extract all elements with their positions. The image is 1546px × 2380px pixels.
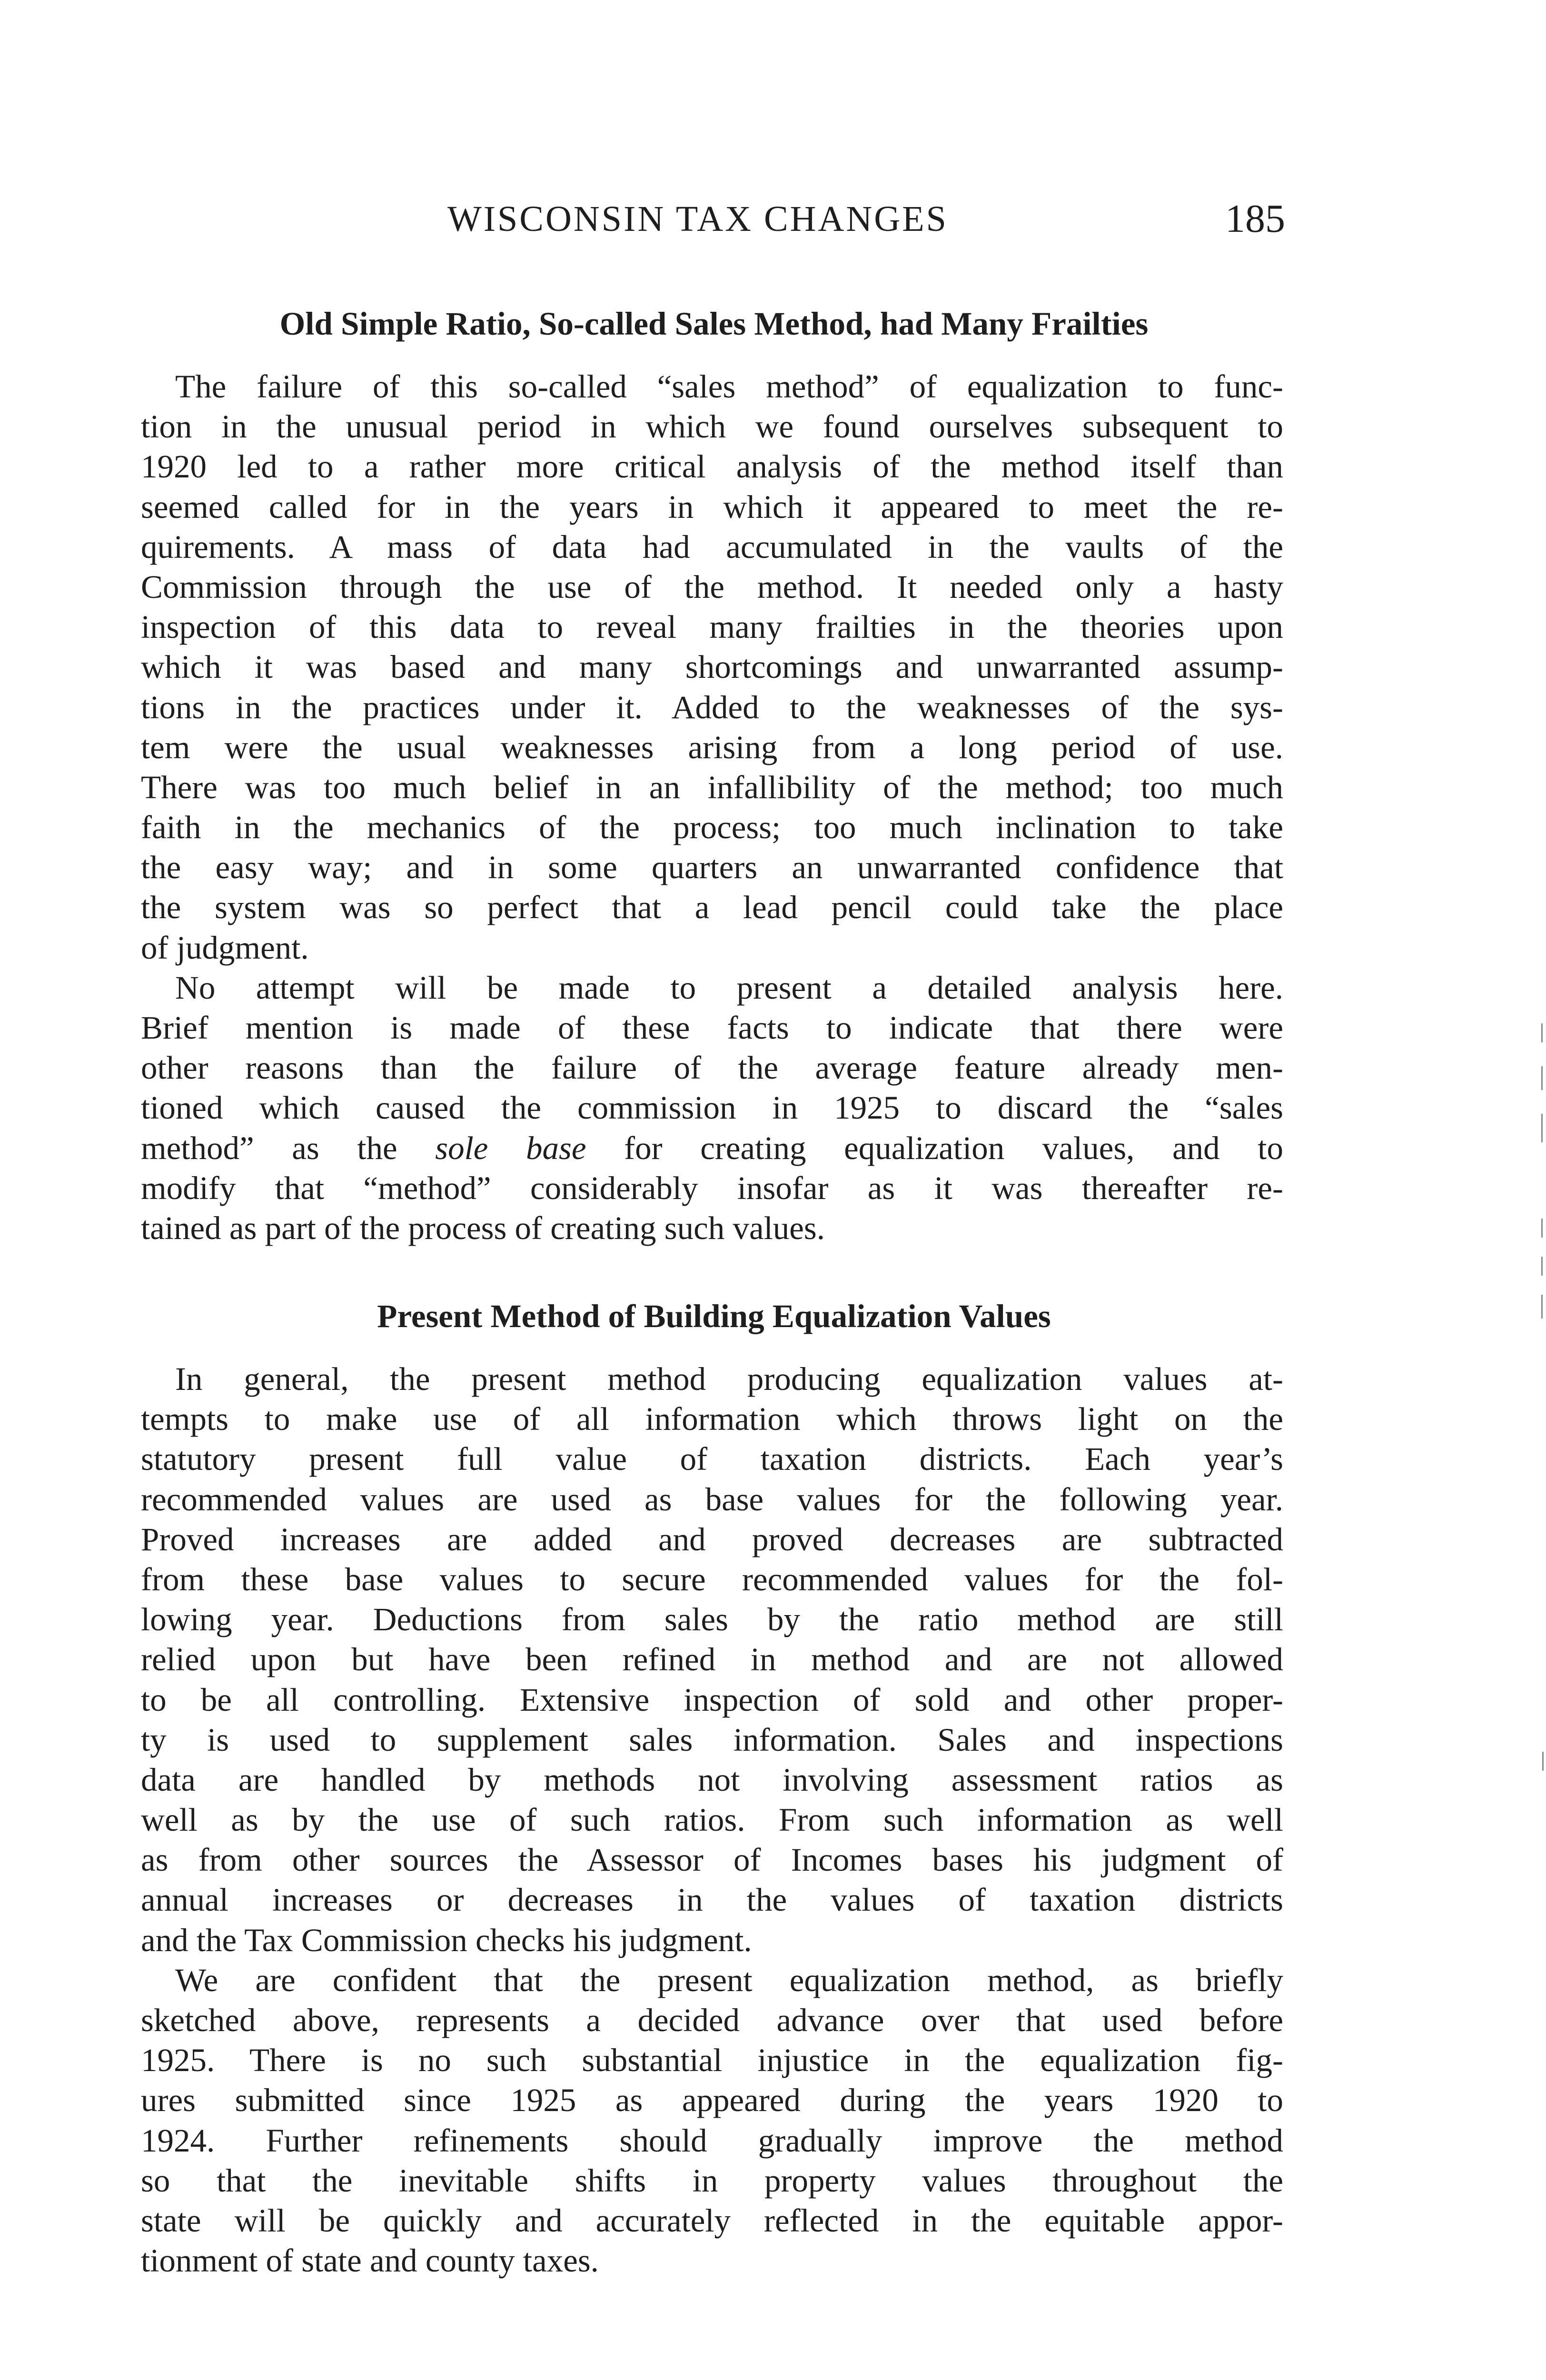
text-line-with-italic bbox=[141, 1128, 1283, 1168]
scan-mark bbox=[1541, 1066, 1543, 1090]
scan-mark bbox=[1541, 1219, 1543, 1238]
text-line: 1920 led to a rather more critical analysis of the method itself than bbox=[141, 448, 1283, 485]
section-heading-old-simple-ratio: Old Simple Ratio, So-called Sales Method, had Many Frailties bbox=[279, 306, 1149, 342]
text-line: tioned which caused the commission in 1925 to discard the “sales bbox=[141, 1090, 1283, 1126]
text-line: In general, the present method producing equalization values at- bbox=[175, 1361, 1283, 1397]
text-line: ty is used to supplement sales information. Sales and inspections bbox=[141, 1721, 1283, 1758]
text-line: faith in the mechanics of the process; too much inclination to take bbox=[141, 809, 1283, 846]
text-line: tion in the unusual period in which we found ourselves subsequent to bbox=[141, 408, 1283, 445]
running-title: WISCONSIN TAX CHANGES bbox=[447, 199, 948, 239]
text-line: from these base values to secure recommended values for the fol- bbox=[141, 1561, 1283, 1597]
italic-phrase: sole base bbox=[435, 1130, 586, 1166]
text-line: 1924. Further refinements should gradually improve the method bbox=[141, 2122, 1283, 2159]
text-segment: for creating equalization values, and to bbox=[586, 1130, 1283, 1166]
text-line: The failure of this so-called “sales method” of equalization to func- bbox=[175, 368, 1283, 405]
text-line: which it was based and many shortcomings and unwarranted assump- bbox=[141, 649, 1283, 685]
text-line: inspection of this data to reveal many frailties in the theories upon bbox=[141, 609, 1283, 645]
text-line: modify that “method” considerably insofar as it was thereafter re- bbox=[141, 1170, 1283, 1206]
text-line: of judgment. bbox=[141, 929, 309, 966]
text-line: tionment of state and county taxes. bbox=[141, 2242, 599, 2279]
text-line: There was too much belief in an infallibility of the method; too much bbox=[141, 769, 1283, 805]
scan-mark bbox=[1541, 1295, 1543, 1319]
text-line: so that the inevitable shifts in property values throughout the bbox=[141, 2162, 1283, 2199]
text-line: recommended values are used as base values for the following year. bbox=[141, 1481, 1283, 1517]
text-line: other reasons than the failure of the average feature already men- bbox=[141, 1050, 1283, 1086]
text-line: ures submitted since 1925 as appeared during the years 1920 to bbox=[141, 2082, 1283, 2119]
text-line: relied upon but have been refined in method and are not allowed bbox=[141, 1641, 1283, 1678]
scan-mark bbox=[1541, 1023, 1543, 1042]
text-segment: method” as the bbox=[141, 1130, 436, 1166]
text-line: Proved increases are added and proved decreases are subtracted bbox=[141, 1521, 1283, 1557]
scan-mark bbox=[1542, 1752, 1544, 1771]
text-line: Brief mention is made of these facts to indicate that there were bbox=[141, 1010, 1283, 1046]
scan-mark bbox=[1541, 1257, 1543, 1276]
text-line: state will be quickly and accurately reflected in the equitable appor- bbox=[141, 2202, 1283, 2239]
text-line: seemed called for in the years in which it appeared to meet the re- bbox=[141, 488, 1283, 525]
section-body-old-simple-ratio bbox=[141, 367, 1283, 1248]
text-line: the system was so perfect that a lead pencil could take the place bbox=[141, 889, 1283, 926]
text-line: quirements. A mass of data had accumulated in the vaults of the bbox=[141, 528, 1283, 565]
text-line: We are confident that the present equalization method, as briefly bbox=[175, 1962, 1283, 1998]
text-line: Commission through the use of the method. It needed only a hasty bbox=[141, 568, 1283, 605]
text-line: and the Tax Commission checks his judgment. bbox=[141, 1922, 752, 1958]
section-body-present-method bbox=[141, 1359, 1283, 2281]
text-line: statutory present full value of taxation districts. Each year’s bbox=[141, 1441, 1283, 1478]
section-heading-present-method: Present Method of Building Equalization Values bbox=[377, 1298, 1051, 1334]
text-line: the easy way; and in some quarters an unwarranted confidence that bbox=[141, 849, 1283, 886]
text-line: tempts to make use of all information which throws light on the bbox=[141, 1401, 1283, 1438]
text-line: tions in the practices under it. Added to the weaknesses of the sys- bbox=[141, 689, 1283, 725]
text-line: tained as part of the process of creating such values. bbox=[141, 1210, 825, 1246]
text-line: as from other sources the Assessor of Incomes bases his judgment of bbox=[141, 1842, 1283, 1878]
text-line: data are handled by methods not involving assessment ratios as bbox=[141, 1761, 1283, 1798]
text-line: sketched above, represents a decided advance over that used before bbox=[141, 2002, 1283, 2038]
text-line: to be all controlling. Extensive inspection of sold and other proper- bbox=[141, 1681, 1283, 1718]
text-line: tem were the usual weaknesses arising from a long period of use. bbox=[141, 729, 1283, 765]
scan-mark bbox=[1541, 1114, 1543, 1142]
text-line: annual increases or decreases in the values of taxation districts bbox=[141, 1882, 1283, 1918]
running-head bbox=[143, 193, 1285, 245]
text-line: No attempt will be made to present a detailed analysis here. bbox=[175, 969, 1283, 1006]
page-number: 185 bbox=[1225, 197, 1285, 241]
text-line: 1925. There is no such substantial injustice in the equalization fig- bbox=[141, 2042, 1283, 2079]
text-line: well as by the use of such ratios. From such information as well bbox=[141, 1802, 1283, 1838]
text-line: lowing year. Deductions from sales by the ratio method are still bbox=[141, 1601, 1283, 1638]
